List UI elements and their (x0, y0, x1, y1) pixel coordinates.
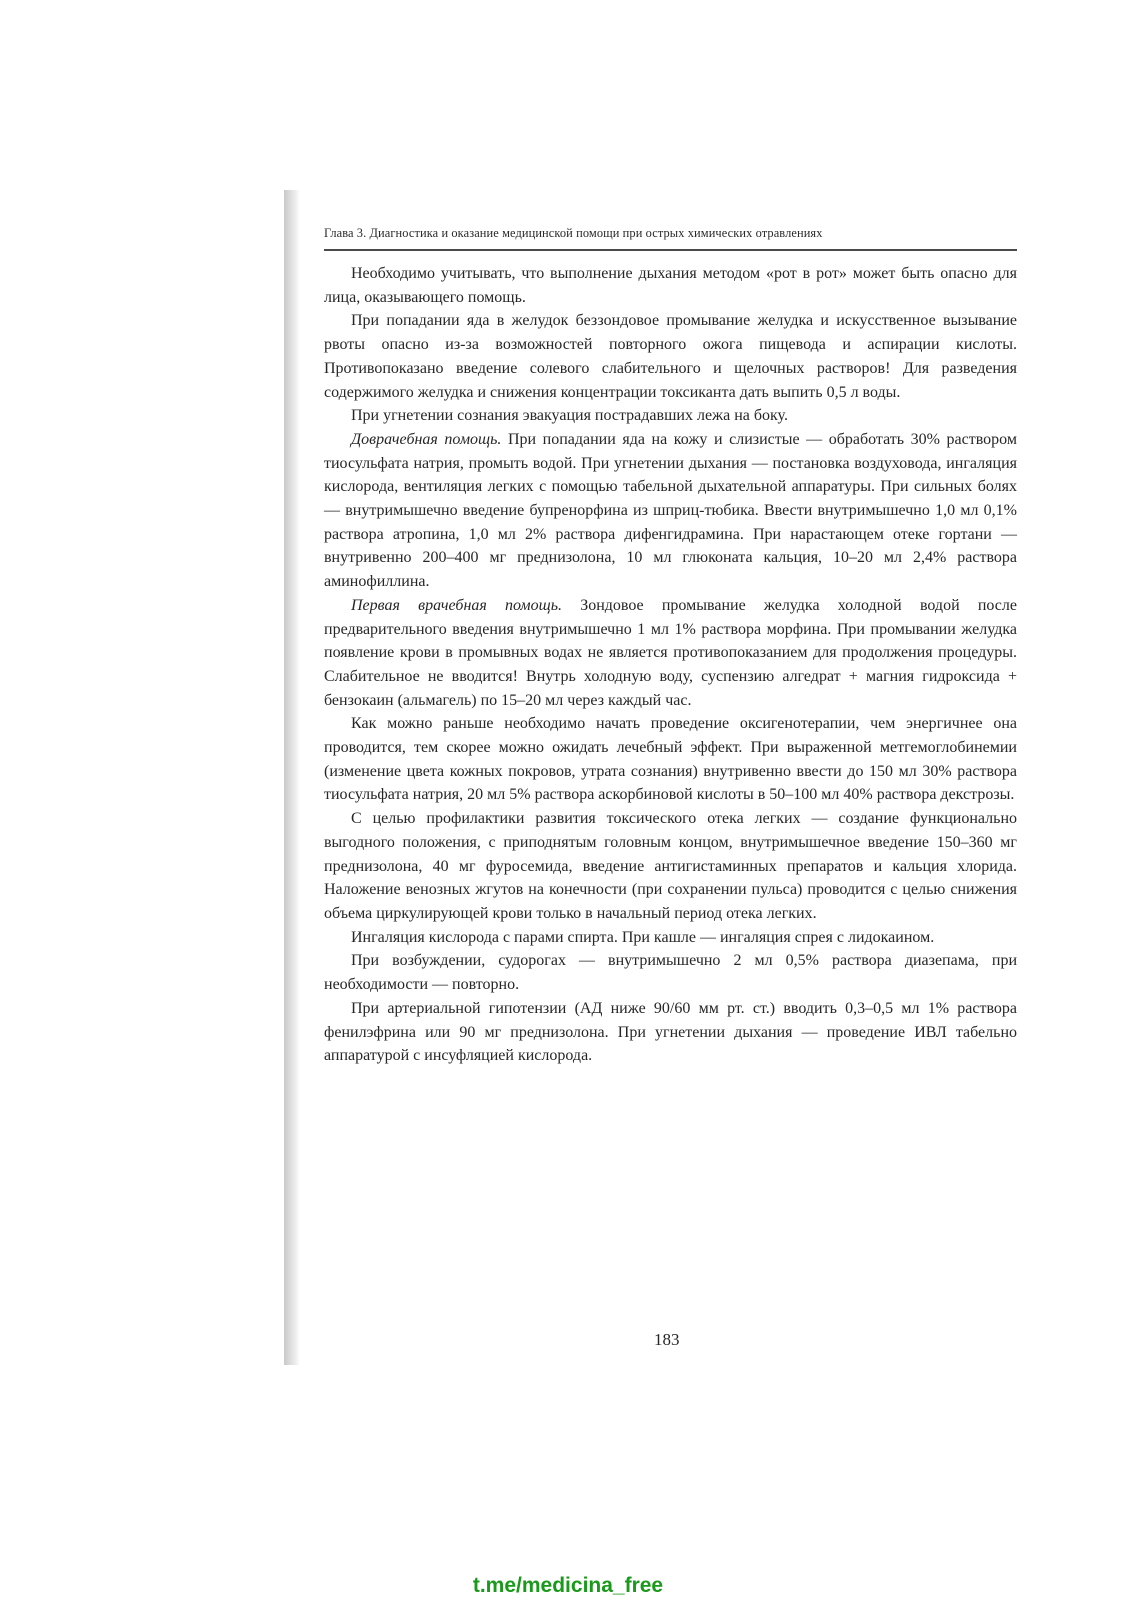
paragraph: При возбуждении, судорогах — внутримышечно 2 мл 0,5% раствора диазепама, при необходимости — повторно. (324, 952, 1017, 994)
paragraph-text: При попадании яда на кожу и слизистые — обработать 30% раствором тиосульфата натрия, промыть водой. При угнетении дыхания — постановка воздуховода, ингаляция кислорода, вентиляция легких с помощью табельной дыхательной аппаратуры. При сильных болях — внутримышечно введение бупренорфина из шприц-тюбика. Ввести внутримышечно 1,0 мл 0,1% раствора атропина, 1,0 мл 2% раствора дифенгидрамина. При нарастающем отеке гортани — внутривенно 200–400 мг преднизолона, 10 мл глюконата кальция, 10–20 мл 2,4% раствора аминофиллина. (324, 430, 1017, 591)
header-rule (324, 249, 1017, 251)
running-head: Глава 3. Диагностика и оказание медицинской помощи при острых химических отравлениях (324, 226, 823, 240)
paragraph: С целью профилактики развития токсического отека легких — создание функционально выгодного положения, с приподнятым головным концом, внутримышечное введение 150–360 мг преднизолона, 40 мг фуросемида, введение антигистаминных препаратов и кальция хлорида. Наложение венозных жгутов на конечности (при сохранении пульса) проводится с целью снижения объема циркулирующей крови только в начальный период отека легких. (324, 810, 1017, 922)
paragraph (324, 594, 1017, 713)
paragraph (324, 428, 1017, 594)
page-gutter-shadow (284, 190, 300, 1365)
paragraph-lead: Первая врачебная помощь. (351, 596, 562, 614)
paragraph: Необходимо учитывать, что выполнение дыхания методом «рот в рот» может быть опасно для лица, оказывающего помощь. (324, 265, 1017, 306)
paragraph: При угнетении сознания эвакуация пострадавших лежа на боку. (351, 407, 788, 425)
paragraph-text: Зондовое промывание желудка холодной водой после предварительного введения внутримышечно 1 мл 1% раствора морфина. При промывании желудка появление крови в промывных водах не является противопоказанием для продолжения процедуры. Слабительное не вводится! Внутрь холодную воду, суспензию алгедрат + магния гидроксида + бензокаин (альмагель) по 15–20 мл через каждый час. (324, 596, 1017, 709)
paragraph-lead: Доврачебная помощь. (351, 430, 502, 448)
paragraph: При попадании яда в желудок беззондовое промывание желудка и искусственное вызывание рвоты опасно из-за возможностей повторного ожога пищевода и аспирации кислоты. Противопоказано введение солевого слабительного и щелочных растворов! Для разведения содержимого желудка и снижения концентрации токсиканта дать выпить 0,5 л воды. (324, 312, 1017, 401)
paragraph: Как можно раньше необходимо начать проведение оксигенотерапии, чем энергичнее она проводится, тем скорее можно ожидать лечебный эффект. При выраженной метгемоглобинемии (изменение цвета кожных покровов, утрата сознания) внутривенно ввести до 150 мл 30% раствора тиосульфата натрия, 20 мл 5% раствора аскорбиновой кислоты в 50–100 мл 40% раствора декстрозы. (324, 715, 1017, 804)
paragraph: При артериальной гипотензии (АД ниже 90/60 мм рт. ст.) вводить 0,3–0,5 мл 1% раствора фенилэфрина или 90 мг преднизолона. При угнетении дыхания — проведение ИВЛ табельно аппаратурой с инсуфляцией кислорода. (324, 999, 1017, 1065)
page-number: 183 (654, 1330, 680, 1349)
watermark-link[interactable]: t.me/medicina_free (472, 1574, 664, 1597)
paragraph: Ингаляция кислорода с парами спирта. При кашле — ингаляция спрея с лидокаином. (351, 928, 935, 946)
body-text (324, 262, 1017, 1068)
